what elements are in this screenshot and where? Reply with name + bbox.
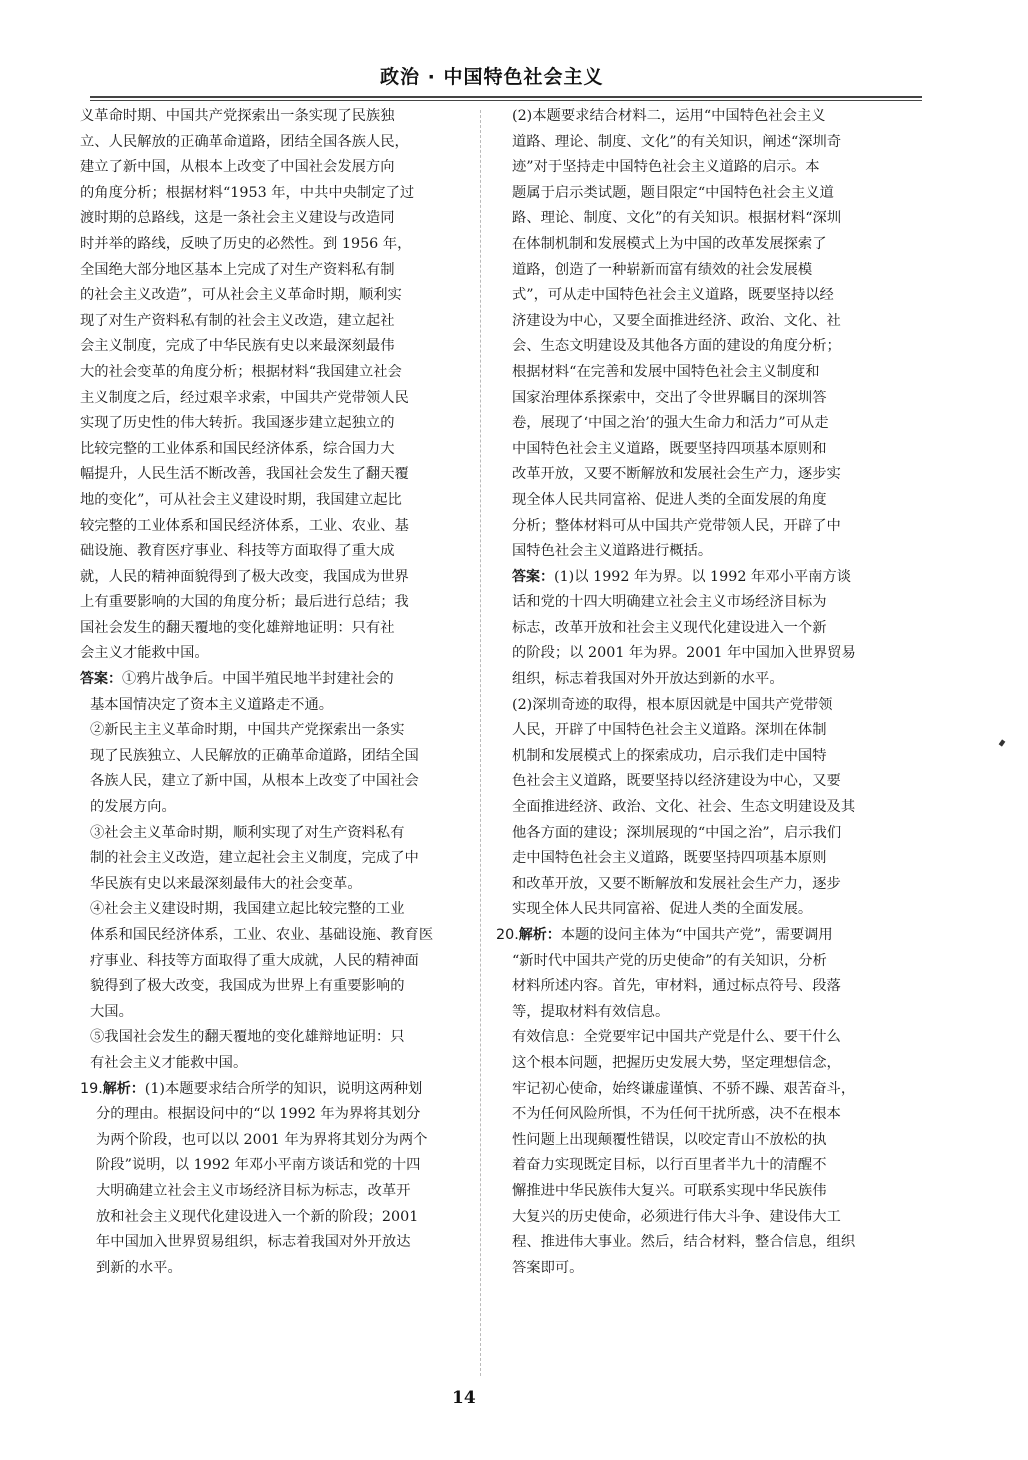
header-rule [90, 96, 922, 98]
text-line: 幅提升，人民生活不断改善，我国社会发生了翻天覆 [80, 466, 409, 483]
text-line: 体系和国民经济体系，工业、农业、基础设施、教育医 [90, 927, 434, 943]
text-line: 济建设为中心，又要全面推进经济、政治、文化、社 [512, 312, 841, 329]
text-line: 组织，标志着我国对外开放达到新的水平。 [512, 671, 784, 688]
text-line: 华民族有史以来最深刻最伟大的社会变革。 [90, 875, 362, 892]
text-line: 卷，展现了‘中国之治’的强大生命力和活力”可从走 [512, 415, 829, 432]
analysis-label: 解析： [102, 1080, 145, 1097]
text-line: 的阶段；以 2001 年为界。2001 年中国加入世界贸易 [512, 645, 856, 662]
text-line: ②新民主主义革命时期，中国共产党探索出一条实 [90, 722, 405, 739]
text-line: 道路、理论、制度、文化”的有关知识，阐述“深圳奇 [512, 133, 842, 150]
answer-block-line [80, 667, 465, 693]
text-line: 制的社会主义改造，建立起社会主义制度，完成了中 [90, 850, 419, 867]
question-20-heading [496, 923, 920, 949]
text-line: 大的社会变革的角度分析；根据材料“我国建立社会 [80, 363, 402, 380]
text-line: 答案即可。 [512, 1259, 584, 1276]
text-line: 迹”对于坚持走中国特色社会主义道路的启示。本 [512, 159, 820, 176]
text-line: 题属于启示类试题，题目限定“中国特色社会主义道 [512, 184, 834, 201]
text-line: 放和社会主义现代化建设进入一个新的阶段；2001 [96, 1208, 419, 1225]
text-line: 标志，改革开放和社会主义现代化建设进入一个新 [512, 619, 827, 636]
text-line: 现全体人民共同富裕、促进人类的全面发展的角度 [512, 491, 827, 508]
text-line: “新时代中国共产党的历史使命”的有关知识，分析 [512, 952, 827, 969]
text-line: 牢记初心使命，始终谦虚谨慎、不骄不躁、艰苦奋斗， [512, 1080, 856, 1097]
text-line: 路、理论、制度、文化”的有关知识。根据材料“深圳 [512, 210, 842, 227]
answer-label: 答案： [80, 671, 122, 688]
column-divider [480, 110, 481, 1376]
text-line: 大明确建立社会主义市场经济目标为标志，改革开 [96, 1182, 411, 1199]
text-line: 中国特色社会主义道路，既要坚持四项基本原则和 [512, 440, 827, 457]
text-line: 各族人民，建立了新中国，从根本上改变了中国社会 [90, 773, 419, 790]
text-line: 疗事业、科技等方面取得了重大成就，人民的精神面 [90, 952, 419, 969]
text-line: 有效信息：全党要牢记中国共产党是什么、要干什么 [512, 1029, 841, 1046]
text-line: 式”，可从走中国特色社会主义道路，既要坚持以经 [512, 287, 834, 304]
text-line: 本题的设问主体为“中国共产党”，需要调用 [560, 927, 833, 943]
text-line: 等，提取材料有效信息。 [512, 1003, 670, 1020]
right-column [496, 104, 920, 1281]
text-line: 为两个阶段，也可以以 2001 年为界将其划分为两个 [96, 1131, 428, 1148]
text-line: ⑤我国社会发生的翻天覆地的变化雄辩地证明：只 [90, 1029, 405, 1046]
text-line: 性问题上出现颠覆性错误，以咬定青山不放松的执 [512, 1131, 827, 1148]
text-line: 渡时期的总路线，这是一条社会主义建设与改造同 [80, 210, 395, 227]
text-line: 貌得到了极大改变，我国成为世界上有重要影响的 [90, 978, 405, 995]
text-line: 阶段”说明，以 1992 年邓小平南方谈话和党的十四 [96, 1157, 421, 1174]
text-line: 全面推进经济、政治、文化、社会、生态文明建设及其 [512, 799, 856, 816]
text-line: 色社会主义道路，既要坚持以经济建设为中心，又要 [512, 773, 841, 790]
text-line: 到新的水平。 [96, 1259, 182, 1276]
question-19-heading [80, 1077, 465, 1103]
text-line: 国家治理体系探索中，交出了令世界瞩目的深圳答 [512, 389, 827, 406]
text-line: 现了对生产资料私有制的社会主义改造，建立起社 [80, 312, 395, 329]
text-line: (2)本题要求结合材料二，运用“中国特色社会主义 [512, 108, 826, 124]
text-line: 材料所述内容。首先，审材料，通过标点符号、段落 [512, 978, 841, 995]
text-line: 立、人民解放的正确革命道路，团结全国各族人民， [80, 133, 409, 150]
text-line: 就，人民的精神面貌得到了极大改变，我国成为世界 [80, 568, 409, 585]
text-line: 国社会发生的翻天覆地的变化雄辩地证明：只有社 [80, 619, 395, 636]
text-line: ①鸦片战争后。中国半殖民地半封建社会的 [122, 671, 394, 688]
text-line: 会主义才能救中国。 [80, 645, 209, 662]
text-line: 较完整的工业体系和国民经济体系，工业、农业、基 [80, 517, 409, 534]
page-header: 政治 · 中国特色社会主义 [380, 66, 604, 88]
text-line: 大国。 [90, 1003, 133, 1020]
text-line: 的发展方向。 [90, 799, 176, 816]
text-line: 地的变化”，可从社会主义建设时期，我国建立起比 [80, 491, 402, 508]
text-line: 根据材料“在完善和发展中国特色社会主义制度和 [512, 363, 820, 380]
text-line: (2)深圳奇迹的取得，根本原因就是中国共产党带领 [512, 696, 833, 713]
text-line: 基本国情决定了资本主义道路走不通。 [90, 696, 334, 713]
text-line: ④社会主义建设时期，我国建立起比较完整的工业 [90, 901, 405, 918]
text-line: 建立了新中国，从根本上改变了中国社会发展方向 [80, 159, 395, 176]
text-line: 现了民族独立、人民解放的正确革命道路，团结全国 [90, 747, 419, 764]
text-line: 主义制度之后，经过艰辛求索，中国共产党带领人民 [80, 389, 409, 406]
answer-label: 答案： [512, 568, 554, 585]
text-line: 他各方面的建设；深圳展现的“中国之治”，启示我们 [512, 824, 842, 841]
question-number: 20. [496, 927, 519, 943]
text-line: 这个根本问题，把握历史发展大势，坚定理想信念， [512, 1054, 841, 1071]
text-line: 分的理由。根据设问中的“以 1992 年为界将其划分 [96, 1106, 421, 1123]
text-line: 和改革开放，又要不断解放和发展社会生产力，逐步 [512, 875, 841, 892]
text-line: 着奋力实现既定目标，以行百里者半九十的清醒不 [512, 1157, 827, 1174]
question-number: 19. [80, 1080, 103, 1097]
text-line: 础设施、教育医疗事业、科技等方面取得了重大成 [80, 543, 395, 560]
header-rule-thin [90, 100, 922, 101]
text-line: 实现全体人民共同富裕、促进人类的全面发展。 [512, 901, 813, 918]
text-line: 的角度分析；根据材料“1953 年，中共中央制定了过 [80, 184, 415, 201]
text-line: 大复兴的历史使命，必须进行伟大斗争、建设伟大工 [512, 1208, 841, 1225]
text-line: ③社会主义革命时期，顺利实现了对生产资料私有 [90, 824, 405, 841]
text-line: 程、推进伟大事业。然后，结合材料，整合信息，组织 [512, 1234, 856, 1251]
text-line: 义革命时期、中国共产党探索出一条实现了民族独 [80, 108, 395, 124]
text-line: 走中国特色社会主义道路，既要坚持四项基本原则 [512, 850, 827, 867]
text-line: 时并举的路线，反映了历史的必然性。到 1956 年， [80, 235, 412, 252]
text-line: 上有重要影响的大国的角度分析；最后进行总结；我 [80, 594, 409, 611]
text-line: 会主义制度，完成了中华民族有史以来最深刻最伟 [80, 338, 395, 355]
text-line: 改革开放，又要不断解放和发展社会生产力，逐步实 [512, 466, 841, 483]
text-line: 比较完整的工业体系和国民经济体系，综合国力大 [80, 440, 395, 457]
text-line: 年中国加入世界贸易组织，标志着我国对外开放达 [96, 1234, 411, 1251]
text-line: 不为任何风险所惧，不为任何干扰所惑，决不在根本 [512, 1106, 841, 1123]
page-number: 14 [452, 1388, 476, 1408]
answer-block-line [496, 565, 920, 591]
text-line: 在体制机制和发展模式上为中国的改革发展探索了 [512, 235, 827, 252]
analysis-label: 解析： [518, 927, 561, 943]
text-line: 机制和发展模式上的探索成功，启示我们走中国特 [512, 747, 827, 764]
left-column [80, 104, 465, 1281]
text-line: 道路，创造了一种崭新而富有绩效的社会发展模 [512, 261, 813, 278]
text-line: (1)以 1992 年为界。以 1992 年邓小平南方谈 [554, 568, 852, 585]
text-line: 全国绝大部分地区基本上完成了对生产资料私有制 [80, 261, 395, 278]
text-line: (1)本题要求结合所学的知识，说明这两种划 [144, 1080, 423, 1097]
text-line: 懈推进中华民族伟大复兴。可联系实现中华民族伟 [512, 1182, 827, 1199]
text-line: 实现了历史性的伟大转折。我国逐步建立起独立的 [80, 415, 395, 432]
scan-mark [999, 739, 1006, 746]
text-line: 人民，开辟了中国特色社会主义道路。深圳在体制 [512, 722, 827, 739]
text-line: 国特色社会主义道路进行概括。 [512, 543, 713, 560]
text-line: 话和党的十四大明确建立社会主义市场经济目标为 [512, 594, 827, 611]
text-line: 有社会主义才能救中国。 [90, 1054, 248, 1071]
text-line: 分析；整体材料可从中国共产党带领人民，开辟了中 [512, 517, 841, 534]
text-line: 的社会主义改造”，可从社会主义革命时期，顺利实 [80, 287, 402, 304]
text-line: 会、生态文明建设及其他各方面的建设的角度分析； [512, 338, 841, 355]
